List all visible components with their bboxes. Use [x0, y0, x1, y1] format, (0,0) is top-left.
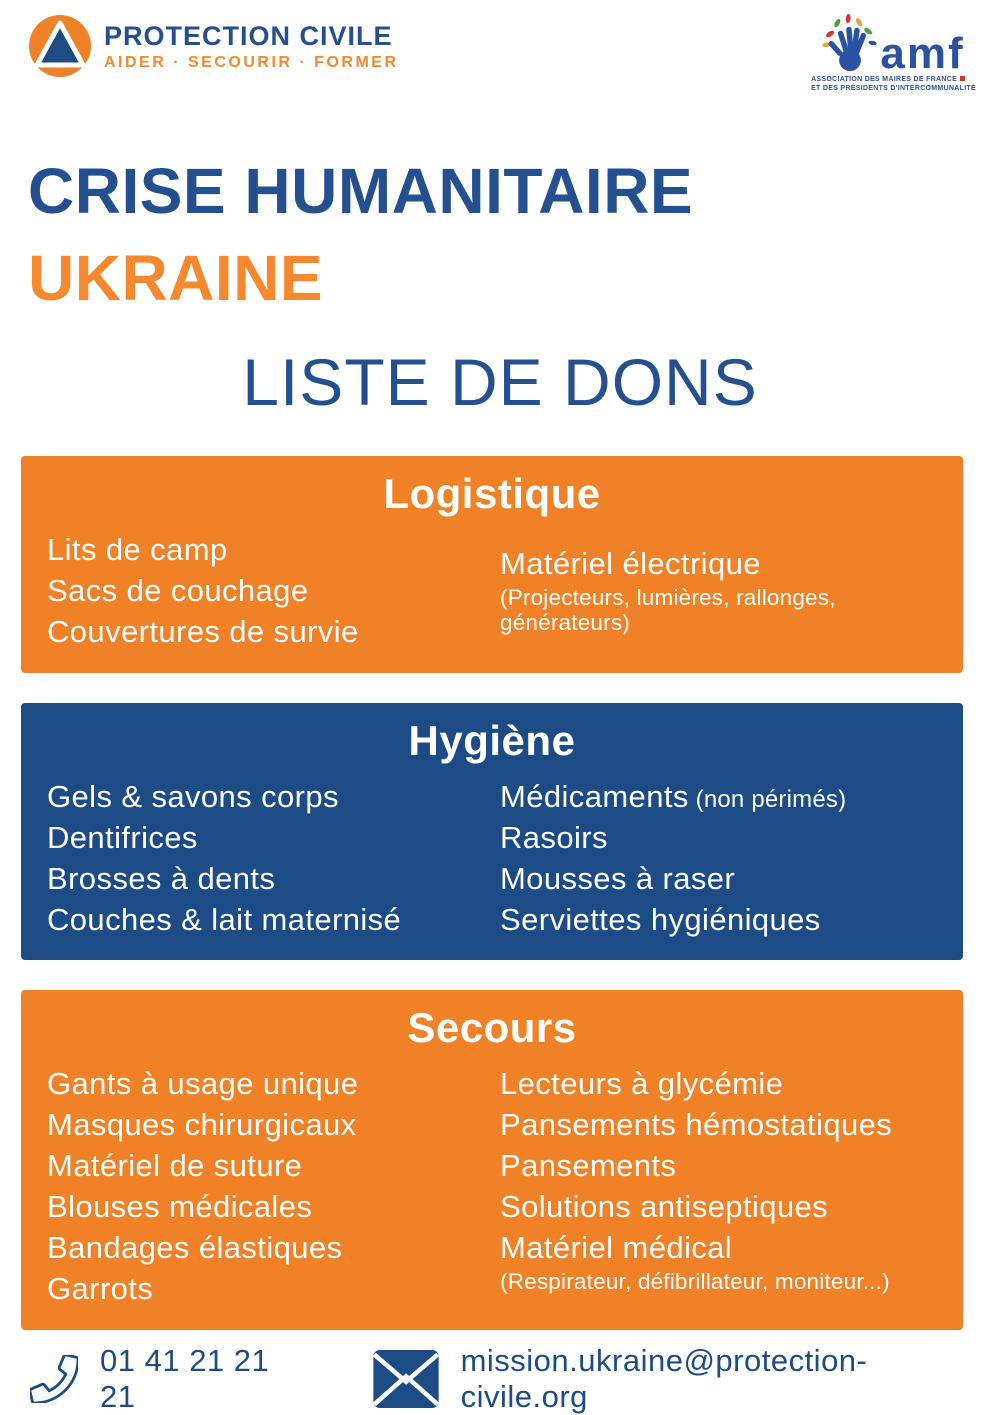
donation-item-text: Matériel électrique: [500, 546, 761, 582]
donation-item: [500, 1187, 937, 1228]
donation-item-text: Masques chirurgicaux: [47, 1107, 357, 1143]
donation-item-text: Solutions antiseptiques: [500, 1189, 829, 1225]
donation-item: [500, 818, 937, 859]
donation-item: [47, 818, 484, 859]
title-block: [28, 148, 1000, 322]
donation-item-text: Dentifrices: [47, 819, 198, 855]
donation-item: [500, 1105, 937, 1146]
donation-item: [47, 1228, 484, 1269]
donation-item-text: Pansements: [500, 1148, 677, 1184]
donation-item-text: Bandages élastiques: [47, 1230, 343, 1266]
footer-contacts: [30, 1342, 970, 1414]
donation-item: [500, 544, 937, 635]
donation-item-text: Sacs de couchage: [47, 572, 309, 608]
email-contact: [373, 1343, 970, 1415]
secours-list-right: [500, 1064, 937, 1309]
donation-item: [47, 1064, 484, 1105]
donation-item: [47, 1146, 484, 1187]
donation-item: [47, 1269, 484, 1310]
donation-item-text: Mousses à raser: [500, 860, 736, 896]
donation-item-text: Matériel de suture: [47, 1148, 303, 1184]
title-line-2: UKRAINE: [28, 242, 324, 315]
triangle-circle-icon: [28, 14, 92, 78]
secours-list-left: [47, 1064, 484, 1309]
amf-hand-tree-icon: [822, 14, 878, 72]
section-secours: [21, 990, 963, 1329]
donation-item-note: (Respirateur, défibrillateur, moniteur...): [500, 1268, 890, 1294]
donation-item: [500, 859, 937, 900]
email-address: mission.ukraine@protection-civile.org: [460, 1342, 868, 1414]
donation-item-text: Gants à usage unique: [47, 1066, 359, 1102]
donation-item-text: Médicaments: [500, 778, 689, 814]
pc-logo-title: PROTECTION CIVILE: [104, 20, 393, 51]
donation-item-text: Serviettes hygiéniques: [500, 901, 821, 937]
hygiene-list-right: [500, 777, 937, 941]
donation-item-note: (Projecteurs, lumières, rallonges, générateurs): [500, 584, 836, 636]
amf-caption-line1: ASSOCIATION DES MAIRES DE FRANCE: [811, 75, 976, 84]
envelope-icon: [373, 1350, 439, 1408]
donation-item: [47, 571, 484, 612]
phone-contact: [30, 1343, 303, 1415]
donation-item-text: Garrots: [47, 1270, 154, 1306]
donation-item: [500, 1228, 937, 1294]
donation-item: [47, 900, 484, 941]
donation-item-text: Lits de camp: [47, 532, 228, 568]
amf-caption-line2: ET DES PRÉSIDENTS D'INTERCOMMUNALITÉ: [811, 85, 976, 93]
donation-item-text: Matériel médical: [500, 1230, 733, 1266]
logistique-list-left: [47, 530, 484, 653]
protection-civile-logo: [28, 14, 399, 78]
donation-item: [47, 859, 484, 900]
donation-item-inline-note: (non périmés): [688, 785, 847, 813]
donation-item-text: Blouses médicales: [47, 1189, 313, 1225]
logistique-list-right: [500, 530, 937, 653]
donation-item-text: Lecteurs à glycémie: [500, 1066, 784, 1102]
section-hygiene-title: Hygiène: [408, 716, 576, 764]
donation-item-text: Couches & lait maternisé: [47, 901, 402, 937]
donation-item-text: Rasoirs: [500, 819, 608, 855]
donation-item: [47, 530, 484, 571]
section-hygiene: [21, 703, 963, 961]
section-logistique: [21, 456, 963, 673]
donation-item-text: Pansements hémostatiques: [500, 1107, 893, 1143]
donation-item: [47, 612, 484, 653]
donation-item: [47, 1105, 484, 1146]
donation-item-text: Couvertures de survie: [47, 613, 359, 649]
donation-item-text: Gels & savons corps: [47, 778, 339, 814]
amf-logo: [811, 14, 976, 94]
subtitle: LISTE DE DONS: [242, 345, 758, 420]
donation-item: [500, 1146, 937, 1187]
donation-item: [47, 777, 484, 818]
donation-item: [500, 777, 937, 818]
pc-logo-tagline: AIDER · SECOURIR · FORMER: [104, 53, 399, 71]
donation-sections: [21, 456, 963, 1330]
protection-civile-wordmark: [104, 21, 399, 72]
title-line-1: CRISE HUMANITAIRE: [28, 155, 694, 227]
section-secours-title: Secours: [407, 1004, 577, 1052]
header: [0, 0, 1000, 104]
donation-item: [500, 1064, 937, 1105]
amf-caption: [811, 75, 976, 94]
section-logistique-title: Logistique: [383, 470, 601, 518]
donation-item-text: Brosses à dents: [47, 860, 276, 896]
hygiene-list-left: [47, 777, 484, 941]
phone-number: 01 41 21 21 21: [100, 1342, 270, 1414]
phone-icon: [30, 1355, 78, 1403]
amf-abbr: amf: [880, 28, 965, 78]
donation-item: [500, 900, 937, 941]
donation-item: [47, 1187, 484, 1228]
